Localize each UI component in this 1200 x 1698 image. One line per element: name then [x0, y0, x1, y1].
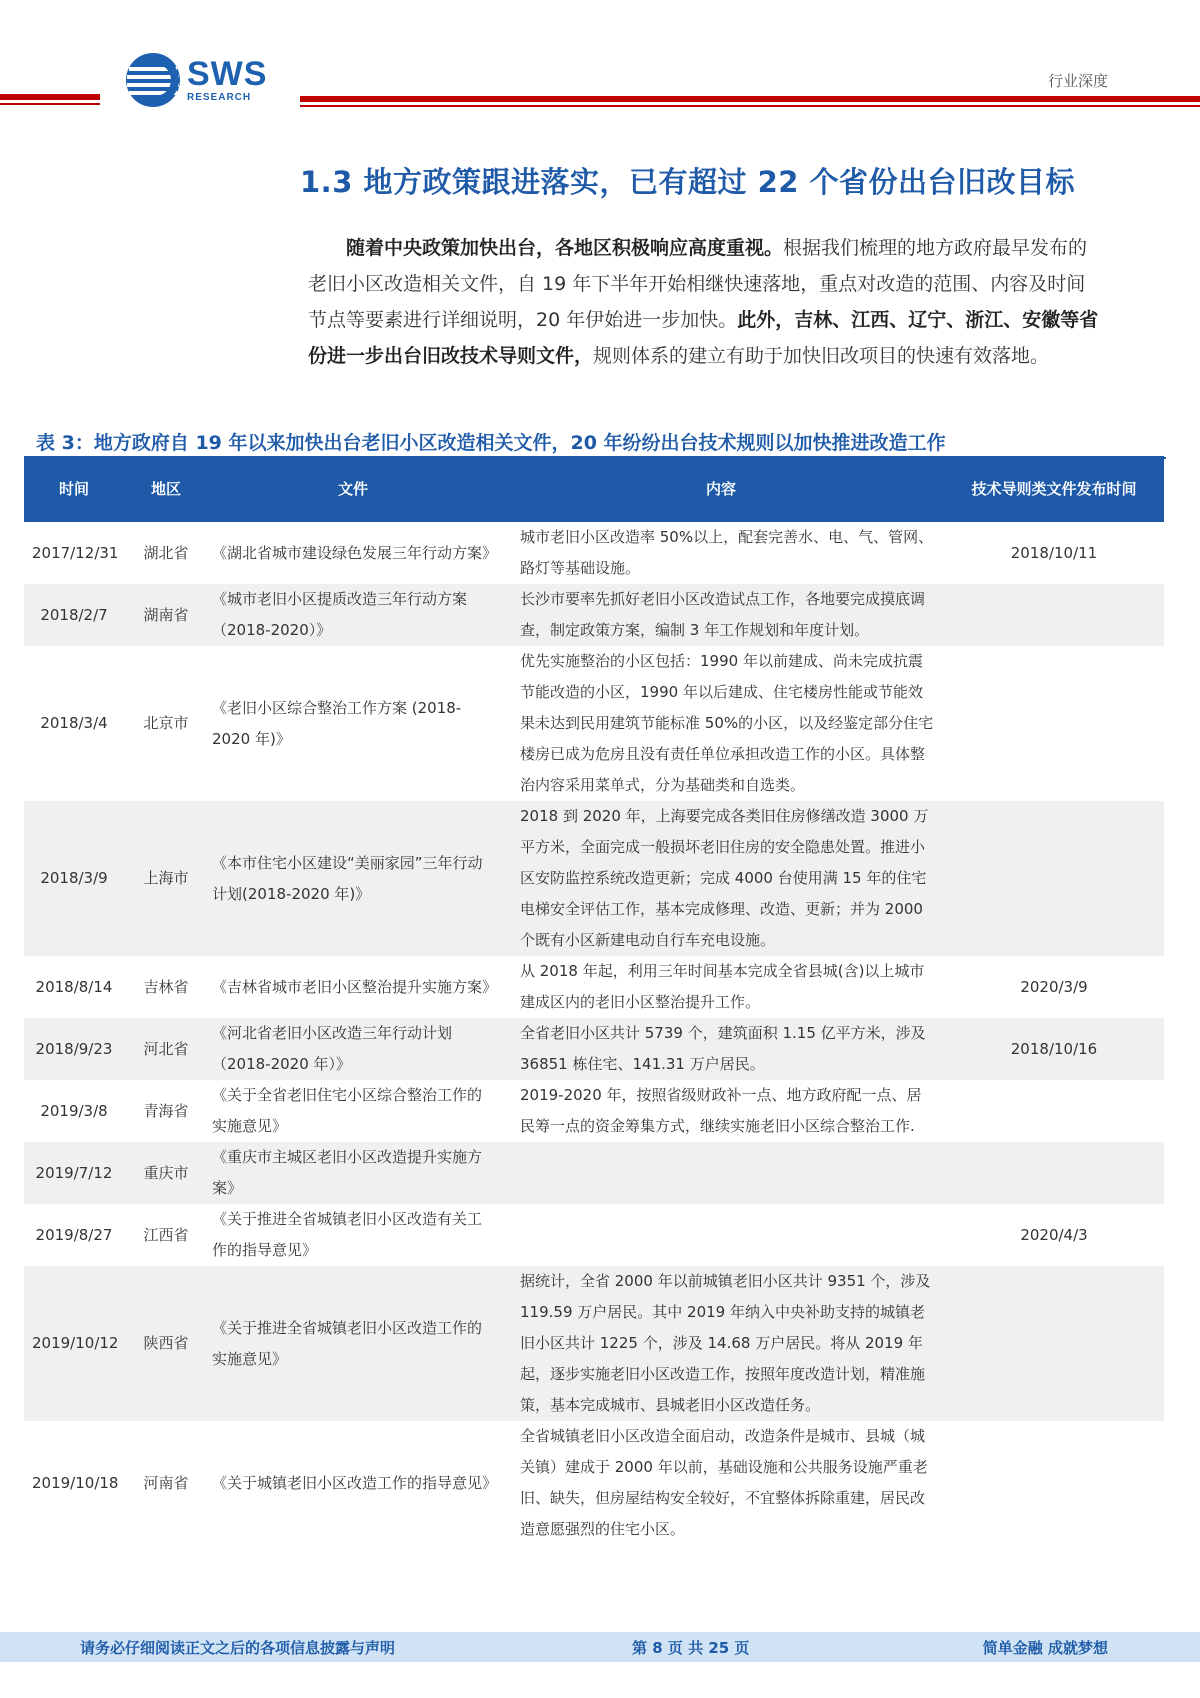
- cell-content: 2018 到 2020 年，上海要完成各类旧住房修缮改造 3000 万平方米，全面完成一般损坏老旧住房的安全隐患处置。推进小区安防监控系统改造更新；完成 4000 台使用满 15 年的住宅电梯安全评估工作，基本完成修理、改造、更新；并为 2000 个既有小区新建电动自行车充电设施。: [498, 801, 944, 956]
- cell-region: 河南省: [143, 1473, 189, 1492]
- cell-date: 2019/10/12: [24, 1266, 124, 1421]
- footer-page-number: 第 8 页 共 25 页: [632, 1638, 750, 1657]
- cell-content: 城市老旧小区改造率 50%以上，配套完善水、电、气、管网、路灯等基础设施。: [520, 528, 934, 577]
- table-row: [24, 1266, 1164, 1421]
- table-row: [24, 584, 1164, 646]
- intro-paragraph: [308, 230, 1103, 374]
- table-caption: 表 3：地方政府自 19 年以来加快出台老旧小区改造相关文件，20 年纷纷出台技术规则以加快推进改造工作: [36, 428, 1166, 459]
- brand-subtitle: RESEARCH: [187, 92, 252, 103]
- table-row: [24, 1080, 1164, 1142]
- table-row: [24, 646, 1164, 801]
- table-header-row: [24, 456, 1164, 522]
- cell-document: 《重庆市主城区老旧小区改造提升实施方案》: [208, 1142, 498, 1204]
- cell-content: 优先实施整治的小区包括：1990 年以前建成、尚未完成抗震节能改造的小区，1990 年以后建成、住宅楼房性能或节能效果未达到民用建筑节能标准 50%的小区，以及经鉴定部分住宅楼房已成为危房且没有责任单位承担改造工作的小区。具体整治内容采用菜单式，分为基础类和自选类。: [520, 652, 934, 794]
- footer-slogan: 简单金融 成就梦想: [982, 1638, 1108, 1657]
- table-row: [24, 1142, 1164, 1204]
- section-title: 1.3 地方政策跟进落实，已有超过 22 个省份出台旧改目标: [300, 165, 1076, 199]
- table-row: [24, 1018, 1164, 1080]
- header-document: 文件: [208, 456, 498, 522]
- cell-content: [498, 1204, 944, 1266]
- sws-logo: [125, 52, 267, 108]
- page-footer: [0, 1632, 1200, 1662]
- intro-text-1: 根据我们梳理的地方政府最早发布的老旧小区改造相关文件，自 19 年下半年开始相继快速落地，重点对改造的范围、内容及时间节点等要素进行详细说明，20 年伊始进一步加快。: [308, 237, 1088, 331]
- cell-content: 据统计，全省 2000 年以前城镇老旧小区共计 9351 个，涉及 119.59 万户居民。其中 2019 年纳入中央补助支持的城镇老旧小区共计 1225 个，涉及 14.68 万户居民。将从 2019 年起，逐步实施老旧小区改造工作，按照年度改造计划，精准施策，基本完成城市、县城老旧小区改造任务。: [498, 1266, 944, 1421]
- cell-tech-date: 2020/3/9: [1020, 977, 1088, 996]
- footer-disclaimer: 请务必仔细阅读正文之后的各项信息披露与声明: [80, 1638, 396, 1657]
- table-row: [24, 956, 1164, 1018]
- cell-document: 《关于城镇老旧小区改造工作的指导意见》: [212, 1473, 498, 1492]
- cell-region: 河北省: [124, 1018, 208, 1080]
- cell-region: 北京市: [143, 714, 189, 732]
- sws-globe-icon: [125, 52, 181, 108]
- cell-tech-date: [944, 646, 1164, 801]
- cell-region: 湖南省: [124, 584, 208, 646]
- cell-document: 《城市老旧小区提质改造三年行动方案（2018-2020）》: [208, 584, 498, 646]
- cell-content: 从 2018 年起，利用三年时间基本完成全省县城(含)以上城市建成区内的老旧小区整治提升工作。: [520, 962, 925, 1011]
- cell-region: 吉林省: [143, 977, 189, 996]
- cell-date: 2018/9/23: [24, 1018, 124, 1080]
- header-content: 内容: [498, 456, 944, 522]
- cell-document: 《关于全省老旧住宅小区综合整治工作的实施意见》: [212, 1086, 483, 1135]
- cell-tech-date: 2018/10/11: [1010, 543, 1098, 562]
- cell-date: 2018/8/14: [35, 977, 113, 996]
- header-tech-date: 技术导则类文件发布时间: [944, 456, 1164, 522]
- brand-name: SWS: [187, 55, 268, 93]
- cell-document: 《吉林省城市老旧小区整治提升实施方案》: [212, 977, 498, 996]
- cell-region: 重庆市: [124, 1142, 208, 1204]
- cell-tech-date: [944, 1080, 1164, 1142]
- cell-content: 长沙市要率先抓好老旧小区改造试点工作，各地要完成摸底调查，制定政策方案，编制 3 年工作规划和年度计划。: [498, 584, 944, 646]
- cell-date: 2019/3/8: [40, 1101, 108, 1120]
- cell-document: 《湖北省城市建设绿色发展三年行动方案》: [212, 543, 498, 562]
- table-row: [24, 801, 1164, 956]
- table-row: [24, 1204, 1164, 1266]
- cell-tech-date: [944, 801, 1164, 956]
- cell-date: 2018/3/4: [40, 714, 108, 732]
- cell-tech-date: [944, 1142, 1164, 1204]
- cell-region: 上海市: [124, 801, 208, 956]
- cell-document: 《关于推进全省城镇老旧小区改造工作的实施意见》: [208, 1266, 498, 1421]
- intro-text-2: 规则体系的建立有助于加快旧改项目的快速有效落地。: [593, 345, 1050, 367]
- cell-tech-date: [944, 1421, 1164, 1545]
- cell-region: 江西省: [143, 1225, 189, 1244]
- cell-tech-date: 2018/10/16: [944, 1018, 1164, 1080]
- cell-tech-date: 2020/4/3: [1020, 1225, 1088, 1244]
- cell-tech-date: [944, 584, 1164, 646]
- cell-content: 2019-2020 年，按照省级财政补一点、地方政府配一点、居民筹一点的资金筹集方式，继续实施老旧小区综合整治工作.: [520, 1086, 922, 1135]
- cell-date: 2019/8/27: [35, 1225, 113, 1244]
- cell-document: 《关于推进全省城镇老旧小区改造有关工作的指导意见》: [212, 1210, 483, 1259]
- cell-document: 《河北省老旧小区改造三年行动计划（2018-2020 年）》: [208, 1018, 498, 1080]
- cell-date: 2018/3/9: [24, 801, 124, 956]
- table-row: [24, 1421, 1164, 1545]
- cell-content: 全省城镇老旧小区改造全面启动，改造条件是城市、县城（城关镇）建成于 2000 年以前，基础设施和公共服务设施严重老旧、缺失，但房屋结构安全较好，不宜整体拆除重建，居民改造意愿强烈的住宅小区。: [520, 1427, 928, 1538]
- cell-document: 《老旧小区综合整治工作方案 (2018-2020 年)》: [212, 698, 462, 748]
- document-type-label: 行业深度: [1047, 72, 1108, 90]
- cell-tech-date: [944, 1266, 1164, 1421]
- table-body: [24, 522, 1164, 1545]
- cell-region: 陕西省: [124, 1266, 208, 1421]
- cell-date: 2018/2/7: [24, 584, 124, 646]
- header-region: 地区: [124, 456, 208, 522]
- cell-region: 青海省: [143, 1101, 189, 1120]
- header-rule-left: [0, 94, 100, 105]
- header-date: 时间: [24, 456, 124, 522]
- policy-table: [24, 456, 1164, 1545]
- table-row: [24, 522, 1164, 584]
- intro-bold-1: 随着中央政策加快出台，各地区积极响应高度重视。: [346, 237, 784, 259]
- page-header: [0, 0, 1200, 130]
- cell-content: [498, 1142, 944, 1204]
- cell-content: 全省老旧小区共计 5739 个，建筑面积 1.15 亿平方米，涉及 36851 栋住宅、141.31 万户居民。: [498, 1018, 944, 1080]
- cell-date: 2019/7/12: [24, 1142, 124, 1204]
- cell-region: 湖北省: [143, 543, 189, 562]
- cell-date: 2017/12/31: [32, 543, 119, 562]
- cell-date: 2019/10/18: [32, 1473, 119, 1492]
- header-rule-right: [300, 96, 1200, 107]
- cell-document: 《本市住宅小区建设“美丽家园”三年行动计划(2018-2020 年)》: [208, 801, 498, 956]
- intro-bold-2: 此外，吉林、江西、辽宁、浙江、安徽等省份进一步出台旧改技术导则文件，: [308, 309, 1099, 367]
